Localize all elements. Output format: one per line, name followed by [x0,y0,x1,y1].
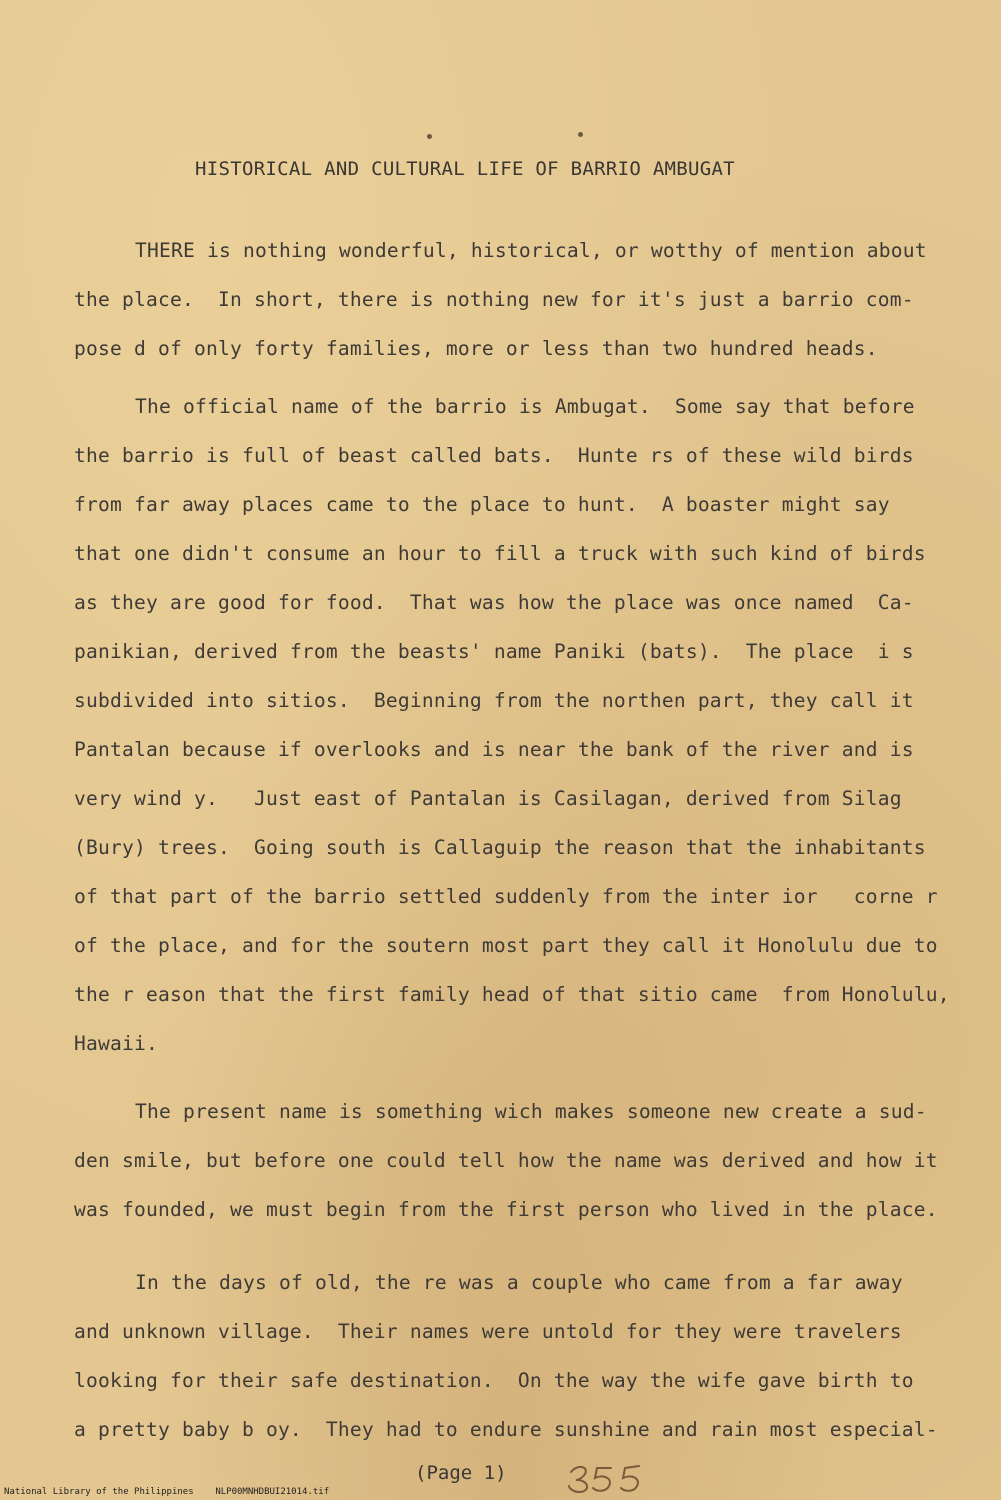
text-line: den smile, but before one could tell how the name was derived and how it [74,1149,938,1172]
text-line: as they are good for food. That was how the place was once named Ca- [74,591,914,614]
text-line: that one didn't consume an hour to fill a truck with such kind of birds [74,542,926,565]
text-line: In the days of old, the re was a couple who came from a far away [135,1271,903,1294]
decorative-mark [578,132,583,137]
text-line: (Bury) trees. Going south is Callaguip the reason that the inhabitants [74,836,926,859]
text-line: very wind y. Just east of Pantalan is Casilagan, derived from Silag [74,787,902,810]
text-line: THERE is nothing wonderful, historical, or wotthy of mention about [135,239,927,262]
text-line: the barrio is full of beast called bats. Hunte rs of these wild birds [74,444,914,467]
paragraph-3 [74,1087,964,1234]
paragraph-2 [74,382,964,1068]
text-line: a pretty baby b oy. They had to endure sunshine and rain most especial- [74,1418,938,1441]
text-line: looking for their safe destination. On the way the wife gave birth to [74,1369,914,1392]
source-label: National Library of the Philippines NLP00MNHDBUI21014.tif [4,1487,330,1497]
paragraph-4 [74,1258,964,1454]
document-title: HISTORICAL AND CULTURAL LIFE OF BARRIO AMBUGAT [195,158,735,180]
text-line: The official name of the barrio is Ambugat. Some say that before [135,395,915,418]
paragraph-1 [74,226,964,373]
handwritten-page-number [563,1460,653,1496]
page-label: (Page 1) [415,1462,507,1484]
text-line: Hawaii. [74,1032,158,1055]
text-line: pose d of only forty families, more or less than two hundred heads. [74,337,878,360]
decorative-mark [427,134,432,139]
text-line: was founded, we must begin from the first person who lived in the place. [74,1198,938,1221]
text-line: of that part of the barrio settled suddenly from the inter ior corne r [74,885,938,908]
text-line: and unknown village. Their names were untold for they were travelers [74,1320,902,1343]
text-line: The present name is something wich makes someone new create a sud- [135,1100,927,1123]
text-line: from far away places came to the place to hunt. A boaster might say [74,493,890,516]
text-line: Pantalan because if overlooks and is near the bank of the river and is [74,738,914,761]
text-line: the r eason that the first family head of that sitio came from Honolulu, [74,983,950,1006]
text-line: panikian, derived from the beasts' name Paniki (bats). The place i s [74,640,914,663]
text-line: the place. In short, there is nothing new for it's just a barrio com- [74,288,914,311]
text-line: of the place, and for the soutern most part they call it Honolulu due to [74,934,938,957]
text-line: subdivided into sitios. Beginning from the northen part, they call it [74,689,914,712]
